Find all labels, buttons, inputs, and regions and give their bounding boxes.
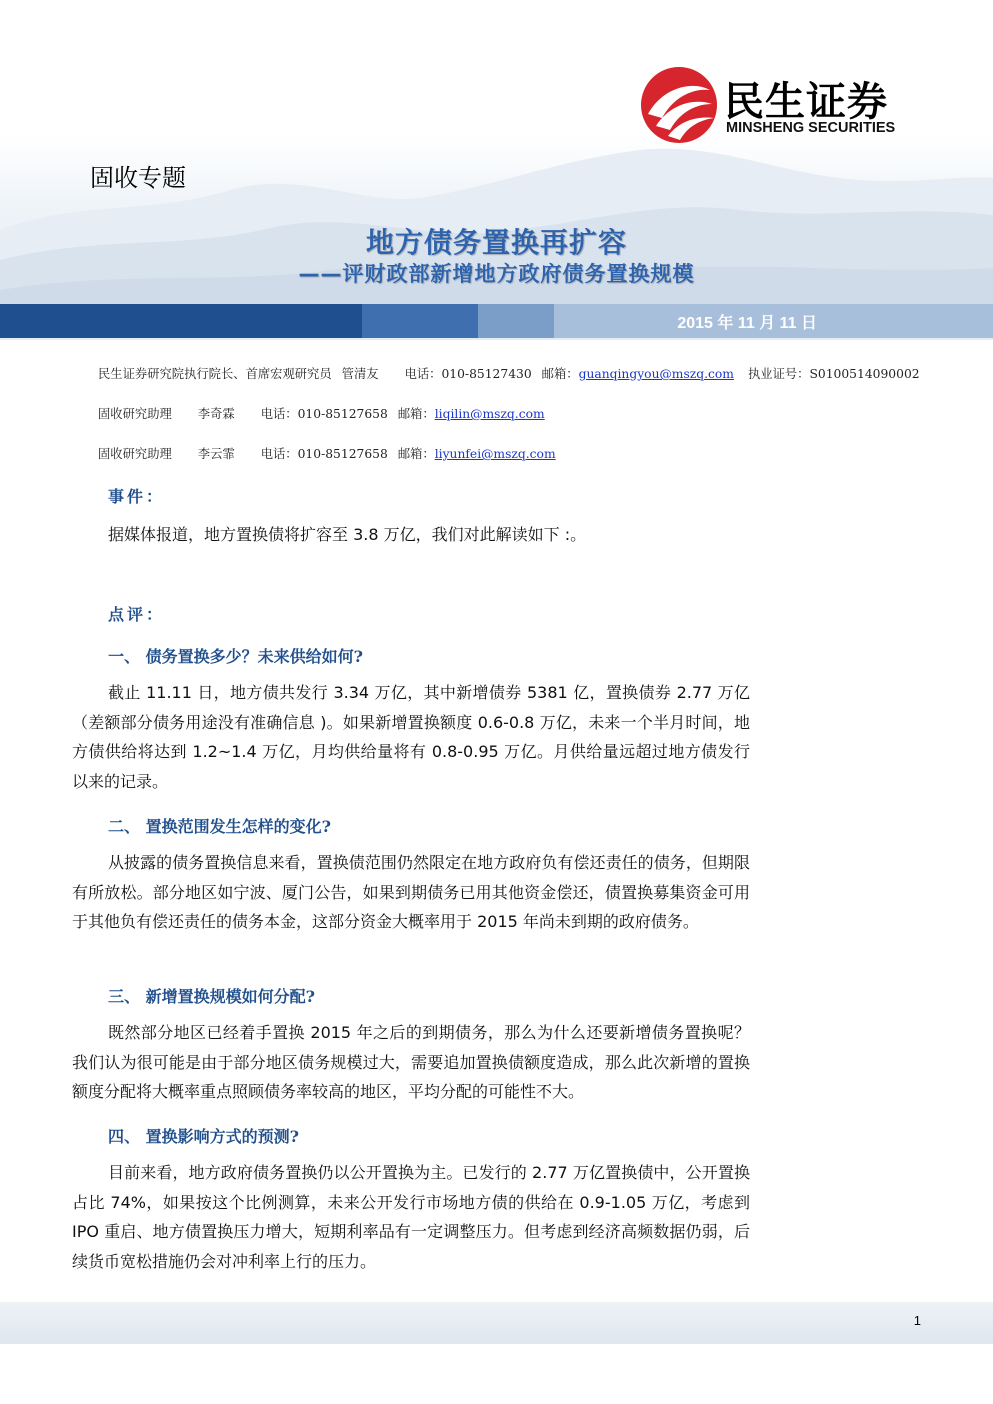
author-name: 管清友	[341, 367, 379, 381]
author-email-link[interactable]: liyunfei@mszq.com	[434, 447, 556, 461]
section-heading: 一、 债务置换多少？未来供给如何?	[108, 647, 363, 666]
logo-chinese-name: 民生证券	[724, 79, 888, 125]
section-heading: 二、 置换范围发生怎样的变化?	[108, 817, 331, 836]
minsheng-logo-icon	[640, 66, 718, 144]
report-subtitle: ——评财政部新增地方政府债务置换规模	[298, 262, 695, 286]
author-name: 李云霏	[197, 447, 235, 461]
author-email-label: 邮箱：	[541, 367, 579, 381]
review-label: 点评：	[108, 605, 166, 624]
company-logo	[640, 66, 930, 146]
event-label: 事件：	[108, 487, 166, 506]
author-role: 民生证券研究院执行院长、首席宏观研究员	[98, 367, 332, 381]
mountain-landscape	[0, 120, 993, 320]
section-heading: 三、 新增置换规模如何分配?	[108, 987, 315, 1006]
section-body: 从披露的债务置换信息来看，置换债范围仍然限定在地方政府负有偿还责任的债务，但期限有所放松。部分地区如宁波、厦门公告，如果到期债务已用其他资金偿还，债置换募集资金可用于其他负有偿还责任的债务本金，这部分资金大概率用于 2015 年尚未到期的政府债务。	[72, 853, 750, 931]
section-heading: 四、 置换影响方式的预测?	[108, 1127, 299, 1146]
section-body: 既然部分地区已经着手置换 2015 年之后的到期债务，那么为什么还要新增债务置换呢？我们认为很可能是由于部分地区债务规模过大，需要追加置换债额度造成，那么此次新增的置换额度分配将大概率重点照顾债务率较高的地区，平均分配的可能性不大。	[72, 1023, 750, 1101]
author-list	[98, 364, 968, 484]
author-phone: 电话：010-85127658	[260, 407, 388, 421]
report-category: 固收专题	[90, 164, 186, 192]
page-number: 1	[913, 1313, 921, 1328]
logo-english-name: MINSHENG SECURITIES	[726, 120, 896, 136]
author-email-label: 邮箱：	[397, 447, 435, 461]
report-date: 2015 年 11 月 11 日	[677, 315, 817, 332]
author-row	[98, 364, 968, 404]
author-email-link[interactable]: guanqingyou@mszq.com	[578, 367, 734, 381]
section-body: 目前来看，地方政府债务置换仍以公开置换为主。已发行的 2.77 万亿置换债中，公开置换占比 74%，如果按这个比例测算，未来公开发行市场地方债的供给在 0.9-1.05 万亿，考虑到 IPO 重启、地方债置换压力增大，短期利率品有一定调整压力。但考虑到经济高频数据仍弱，后续货币宽松措施仍会对冲利率上行的压力。	[72, 1163, 750, 1271]
author-phone: 电话：010-85127658	[260, 447, 388, 461]
author-license: 执业证号：S0100514090002	[747, 367, 920, 381]
author-role: 固收研究助理	[98, 447, 172, 461]
date-band	[0, 304, 993, 338]
section-body: 截止 11.11 日，地方债共发行 3.34 万亿，其中新增债券 5381 亿，置换债券 2.77 万亿（差额部分债务用途没有准确信息 )。如果新增置换额度 0.6-0.8 万亿，未来一个半月时间，地方债供给将达到 1.2~1.4 万亿，月均供给量将有 0.8-0.95 万亿。月供给量远超过地方债发行以来的记录。	[72, 683, 750, 791]
author-row	[98, 404, 968, 444]
report-title: 地方债务置换再扩容	[365, 226, 627, 259]
author-name: 李奇霖	[197, 407, 235, 421]
author-phone: 电话：010-85127430	[404, 367, 532, 381]
author-email-label: 邮箱：	[397, 407, 435, 421]
event-text: 据媒体报道，地方置换债将扩容至 3.8 万亿，我们对此解读如下 :。	[108, 525, 587, 544]
author-row	[98, 444, 968, 484]
author-email-link[interactable]: liqilin@mszq.com	[434, 407, 545, 421]
page-footer	[0, 1302, 993, 1344]
author-role: 固收研究助理	[98, 407, 172, 421]
